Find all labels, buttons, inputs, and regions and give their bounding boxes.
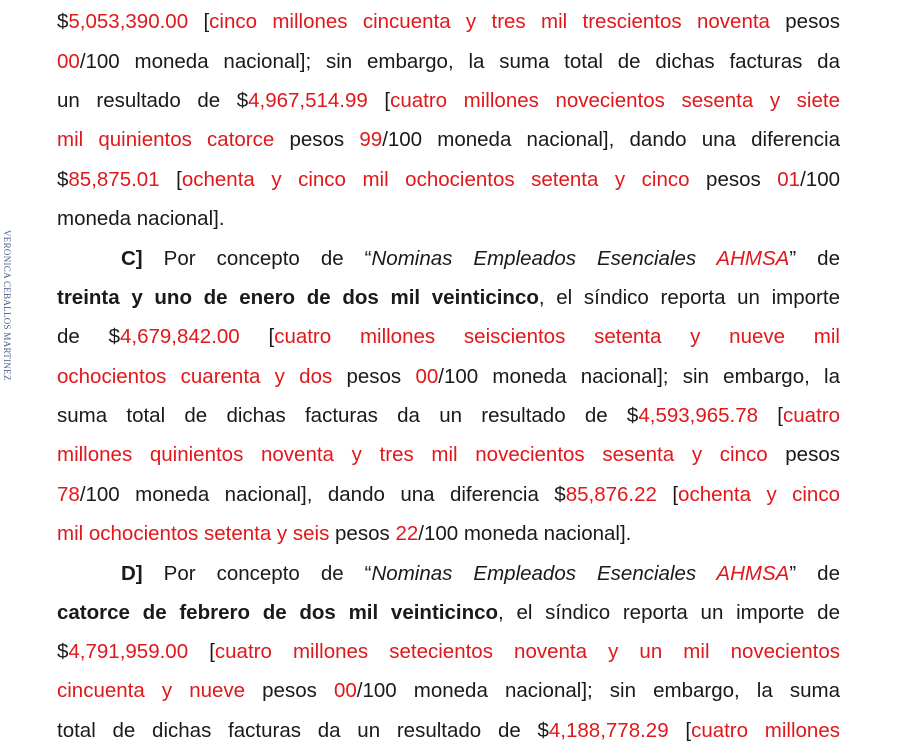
text-segment: de $	[57, 325, 120, 348]
text-segment: pesos	[329, 522, 396, 545]
text-line	[121, 562, 840, 586]
text-segment: $	[57, 168, 69, 191]
text-segment: pesos	[689, 168, 778, 191]
text-segment: moneda nacional].	[57, 207, 225, 230]
text-segment: cuatro millones novecientos sesenta y siete	[390, 89, 840, 112]
text-segment: 01	[777, 168, 801, 191]
text-segment: /100 moneda nacional].	[418, 522, 632, 545]
text-segment: 00	[57, 50, 80, 73]
text-segment: [	[159, 168, 182, 191]
text-line	[57, 168, 840, 192]
text-segment: $	[57, 10, 69, 33]
text-line	[57, 640, 840, 664]
signature-stamp	[0, 230, 16, 410]
text-line	[57, 404, 840, 428]
text-segment: , el síndico reporta un importe	[538, 286, 840, 309]
text-segment: 00	[333, 679, 357, 702]
text-segment: cuatro millones setecientos noventa y un mil novecientos	[214, 640, 840, 663]
text-segment: pesos	[274, 128, 360, 151]
text-segment: total de dichas facturas da un resultado de $	[57, 719, 549, 742]
text-segment: ” de	[789, 247, 840, 270]
text-segment: catorce de febrero de dos mil veinticinco	[57, 601, 499, 624]
text-segment: 4,679,842.00	[120, 325, 240, 348]
text-segment: Por concepto de “	[142, 562, 372, 585]
text-segment: $	[57, 640, 69, 663]
text-segment: treinta y uno de enero de dos mil veinticinco	[57, 286, 539, 309]
text-segment: pesos	[332, 365, 416, 388]
text-segment: cuatro millones	[691, 719, 840, 742]
text-segment: cinco millones cincuenta y tres mil trescientos noventa	[209, 10, 770, 33]
text-segment: 4,188,778.29	[548, 719, 669, 742]
text-segment: [	[758, 404, 784, 427]
text-line	[57, 483, 840, 507]
text-segment: D]	[121, 562, 143, 585]
text-segment: 00	[415, 365, 439, 388]
text-segment: pesos	[767, 443, 840, 466]
text-segment: Nominas Empleados Esenciales	[371, 562, 717, 585]
text-line	[57, 601, 840, 625]
text-line	[57, 50, 840, 74]
text-segment: pesos	[769, 10, 840, 33]
text-segment: , el síndico reporta un importe de	[498, 601, 840, 624]
text-segment: cuatro millones seiscientos setenta y nueve mil	[274, 325, 840, 348]
text-segment: 78	[57, 483, 80, 506]
text-segment: AHMSA	[716, 562, 790, 585]
text-segment: AHMSA	[716, 247, 790, 270]
text-line	[57, 522, 840, 546]
text-line	[57, 286, 840, 310]
text-segment: ” de	[789, 562, 840, 585]
text-line	[121, 247, 840, 271]
text-line	[57, 365, 840, 389]
text-segment: [	[656, 483, 679, 506]
text-segment: suma total de dichas facturas da un resultado de $	[57, 404, 639, 427]
text-segment: [	[239, 325, 275, 348]
text-segment: ochenta y cinco mil ochocientos setenta y cinco	[181, 168, 690, 191]
text-segment: cuatro	[783, 404, 840, 427]
text-segment: mil ochocientos setenta y seis	[57, 522, 330, 545]
text-segment: un resultado de $	[57, 89, 249, 112]
text-segment: 85,875.01	[68, 168, 160, 191]
text-segment: C]	[121, 247, 143, 270]
signature-stamp-text: VERONICA CEBALLOS MARTINEZ	[2, 230, 12, 381]
text-line	[57, 719, 840, 743]
text-segment: ochenta y cinco	[678, 483, 840, 506]
text-segment: /100 moneda nacional], dando una diferencia	[382, 128, 840, 151]
text-segment: 99	[359, 128, 383, 151]
text-segment: Por concepto de “	[142, 247, 372, 270]
text-segment: /100	[800, 168, 840, 191]
text-segment: [	[367, 89, 391, 112]
text-segment: millones quinientos noventa y tres mil novecientos sesenta y cinco	[57, 443, 768, 466]
text-segment: 4,791,959.00	[68, 640, 189, 663]
text-segment: 5,053,390.00	[68, 10, 189, 33]
text-segment: [	[668, 719, 692, 742]
text-segment: 4,967,514.99	[248, 89, 368, 112]
text-segment: cincuenta y nueve	[57, 679, 246, 702]
text-line	[57, 207, 840, 231]
text-line	[57, 89, 840, 113]
text-segment: 85,876.22	[565, 483, 657, 506]
text-segment: /100 moneda nacional], dando una diferencia $	[79, 483, 566, 506]
text-segment: /100 moneda nacional]; sin embargo, la suma total de dichas facturas da	[79, 50, 840, 73]
text-segment: mil quinientos catorce	[57, 128, 275, 151]
text-segment: [	[188, 640, 215, 663]
text-line	[57, 128, 840, 152]
text-line	[57, 679, 840, 703]
text-segment: 22	[395, 522, 419, 545]
text-segment: /100 moneda nacional]; sin embargo, la suma	[356, 679, 840, 702]
text-segment: ochocientos cuarenta y dos	[57, 365, 333, 388]
text-line	[57, 325, 840, 349]
text-segment: 4,593,965.78	[638, 404, 759, 427]
text-line	[57, 443, 840, 467]
text-segment: pesos	[245, 679, 334, 702]
text-segment: Nominas Empleados Esenciales	[371, 247, 717, 270]
text-segment: [	[188, 10, 210, 33]
text-line	[57, 10, 840, 34]
text-segment: /100 moneda nacional]; sin embargo, la	[438, 365, 840, 388]
